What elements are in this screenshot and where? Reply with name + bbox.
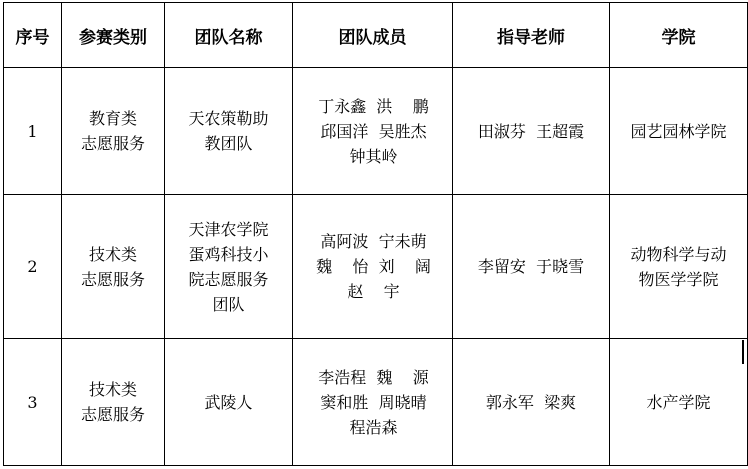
members-line: 李浩程 魏 源 — [318, 367, 429, 387]
team-name-cell — [165, 339, 293, 466]
advisors-cell: 田淑芬 王超霞 — [453, 68, 610, 195]
team-name-cell — [165, 68, 293, 195]
category-line: 志愿服务 — [80, 134, 145, 153]
members-line: 邱国洋 吴胜杰 — [320, 121, 427, 141]
members-line: 程浩森 — [349, 417, 398, 437]
members-cell — [293, 195, 453, 339]
header-category: 参赛类别 — [62, 3, 165, 68]
header-team-name: 团队名称 — [165, 3, 293, 68]
header-team-members: 团队成员 — [293, 3, 453, 68]
members-line: 钟其岭 — [349, 146, 398, 166]
category-line: 志愿服务 — [80, 405, 145, 424]
college-line: 园艺园林学院 — [630, 121, 727, 141]
advisors-cell: 李留安 于晓雪 — [453, 195, 610, 339]
category-cell — [62, 195, 165, 339]
header-seq: 序号 — [4, 3, 62, 68]
header-row — [4, 3, 748, 68]
category-cell — [62, 68, 165, 195]
table-row — [4, 195, 748, 339]
members-cell — [293, 68, 453, 195]
college-line: 物医学学院 — [638, 269, 719, 289]
team-name-line: 院志愿服务 — [188, 269, 269, 289]
college-cell — [610, 68, 748, 195]
award-table — [3, 2, 748, 466]
header-advisors: 指导老师 — [453, 3, 610, 68]
team-name-line: 天农策勒助 — [188, 109, 269, 128]
seq-cell: 3 — [4, 339, 62, 466]
table-row — [4, 339, 748, 466]
team-name-line: 武陵人 — [204, 392, 253, 412]
college-line: 动物科学与动 — [630, 244, 727, 264]
category-line: 志愿服务 — [80, 269, 145, 289]
members-line: 丁永鑫 洪 鹏 — [318, 96, 429, 116]
team-name-line: 教团队 — [204, 134, 253, 153]
team-name-line: 蛋鸡科技小 — [188, 244, 269, 264]
category-line: 教育类 — [88, 109, 137, 128]
team-name-line: 团队 — [212, 294, 245, 314]
header-college: 学院 — [610, 3, 748, 68]
members-line: 窦和胜 周晓晴 — [320, 392, 427, 412]
advisors-cell: 郭永军 梁爽 — [453, 339, 610, 466]
margin-mark — [742, 340, 744, 364]
members-line: 魏 怡 刘 阔 — [316, 257, 431, 276]
team-name-cell — [165, 195, 293, 339]
category-line: 技术类 — [88, 244, 137, 264]
table-row — [4, 68, 748, 195]
seq-cell: 2 — [4, 195, 62, 339]
members-line: 赵 宇 — [347, 282, 400, 301]
members-cell — [293, 339, 453, 466]
college-cell — [610, 195, 748, 339]
team-name-line: 天津农学院 — [188, 219, 269, 239]
members-line: 高阿波 宁未萌 — [320, 232, 427, 251]
college-cell — [610, 339, 748, 466]
category-cell — [62, 339, 165, 466]
college-line: 水产学院 — [646, 392, 711, 412]
category-line: 技术类 — [88, 380, 137, 399]
seq-cell: 1 — [4, 68, 62, 195]
